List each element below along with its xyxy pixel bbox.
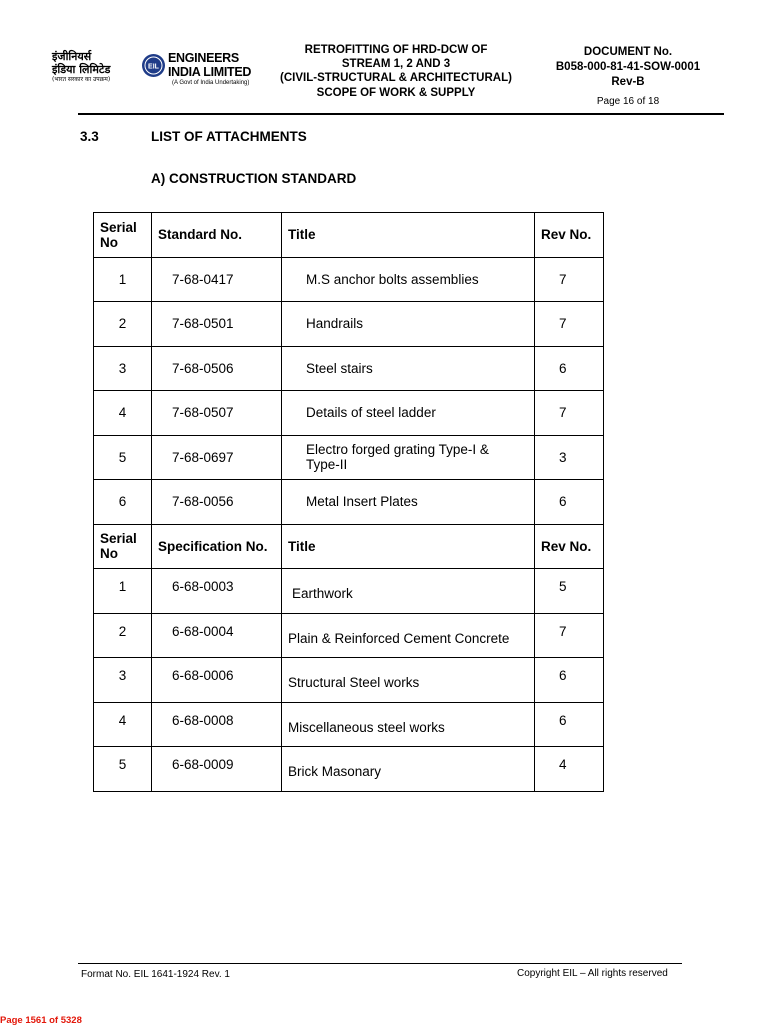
document-number-block — [538, 45, 718, 90]
logo-hindi-line1: इंजीनियर्स — [52, 50, 92, 63]
title-cell: Steel stairs — [282, 346, 535, 391]
overall-page-counter: Page 1561 of 5328 — [0, 1015, 82, 1026]
eil-emblem-icon — [141, 53, 166, 78]
title-cell: Plain & Reinforced Cement Concrete — [282, 613, 535, 658]
table-row — [94, 658, 604, 703]
specification-no-cell: 6-68-0004 — [152, 613, 282, 658]
title-cell: Brick Masonary — [282, 747, 535, 792]
title-cell: Structural Steel works — [282, 658, 535, 703]
title-line-1: RETROFITTING OF HRD-DCW OF — [304, 44, 488, 56]
page-indicator: Page 16 of 18 — [596, 96, 660, 107]
footer-divider — [78, 963, 682, 964]
format-number: Format No. EIL 1641-1924 Rev. 1 — [81, 969, 230, 980]
rev-cell: 5 — [535, 569, 604, 614]
specification-no-cell: 6-68-0006 — [152, 658, 282, 703]
rev-cell: 4 — [535, 747, 604, 792]
rev-cell: 6 — [535, 702, 604, 747]
title-cell: Details of steel ladder — [282, 391, 535, 436]
table-row — [94, 346, 604, 391]
header-rev: Rev No. — [535, 524, 604, 569]
table-row — [94, 391, 604, 436]
standard-no-cell: 7-68-0417 — [152, 257, 282, 302]
serial-cell: 3 — [94, 658, 152, 703]
table-row — [94, 702, 604, 747]
document-label: DOCUMENT No. — [583, 46, 673, 58]
document-number: B058-000-81-41-SOW-0001 — [555, 61, 701, 73]
title-cell: Miscellaneous steel works — [282, 702, 535, 747]
rev-cell: 6 — [535, 346, 604, 391]
rev-cell: 7 — [535, 613, 604, 658]
standard-no-cell: 7-68-0501 — [152, 302, 282, 347]
serial-cell: 1 — [94, 257, 152, 302]
document-title — [262, 43, 530, 100]
title-cell: M.S anchor bolts assemblies — [282, 257, 535, 302]
table-row — [94, 435, 604, 480]
standard-no-cell: 7-68-0056 — [152, 480, 282, 525]
section-title: LIST OF ATTACHMENTS — [151, 129, 307, 144]
title-line-3: (CIVIL-STRUCTURAL & ARCHITECTURAL) — [280, 72, 512, 85]
title-text: Electro forged grating Type-I & Type-II — [306, 442, 489, 473]
serial-cell: 3 — [94, 346, 152, 391]
rev-cell: 6 — [535, 658, 604, 703]
company-logo — [52, 50, 257, 92]
rev-cell: 7 — [535, 302, 604, 347]
header-rev: Rev No. — [535, 213, 604, 258]
standard-no-cell: 7-68-0506 — [152, 346, 282, 391]
serial-cell: 5 — [94, 747, 152, 792]
header-title: Title — [282, 524, 535, 569]
logo-hindi-line3: (भारत सरकार का उपक्रम) — [52, 76, 111, 83]
table-row — [94, 747, 604, 792]
header-serial: Serial No — [94, 213, 152, 258]
document-revision: Rev-B — [611, 76, 645, 88]
copyright-notice: Copyright EIL – All rights reserved — [517, 968, 668, 979]
table-row — [94, 480, 604, 525]
standard-no-cell: 7-68-0697 — [152, 435, 282, 480]
title-line-4: SCOPE OF WORK & SUPPLY — [316, 86, 476, 99]
specifications-header-row — [94, 524, 604, 569]
title-cell: Metal Insert Plates — [282, 480, 535, 525]
rev-cell: 7 — [535, 257, 604, 302]
serial-cell: 2 — [94, 302, 152, 347]
rev-cell: 7 — [535, 391, 604, 436]
standards-header-row — [94, 213, 604, 258]
serial-cell: 1 — [94, 569, 152, 614]
rev-cell: 6 — [535, 480, 604, 525]
header-divider — [78, 113, 724, 115]
logo-name-line1: ENGINEERS — [168, 51, 239, 65]
header-serial: Serial No — [94, 524, 152, 569]
serial-cell: 6 — [94, 480, 152, 525]
header-specification-no: Specification No. — [152, 524, 282, 569]
table-row — [94, 302, 604, 347]
logo-mark-text: EIL — [148, 63, 159, 71]
title-cell: Handrails — [282, 302, 535, 347]
table-row — [94, 257, 604, 302]
standard-no-cell: 7-68-0507 — [152, 391, 282, 436]
specification-no-cell: 6-68-0009 — [152, 747, 282, 792]
title-cell — [282, 435, 535, 480]
title-line-2: STREAM 1, 2 AND 3 — [341, 58, 451, 71]
title-cell: Earthwork — [282, 569, 535, 614]
logo-hindi-line2: इंडिया लिमिटेड — [52, 63, 111, 76]
logo-hindi-text — [52, 50, 140, 84]
subsection-title: A) CONSTRUCTION STANDARD — [151, 171, 357, 186]
header-title: Title — [282, 213, 535, 258]
logo-tagline: (A Govt of India Undertaking) — [172, 80, 250, 86]
logo-name-line2: INDIA LIMITED — [168, 65, 252, 79]
table-row — [94, 569, 604, 614]
table-row — [94, 613, 604, 658]
header-standard-no: Standard No. — [152, 213, 282, 258]
attachments-table — [93, 212, 604, 792]
serial-cell: 4 — [94, 702, 152, 747]
specification-no-cell: 6-68-0008 — [152, 702, 282, 747]
specification-no-cell: 6-68-0003 — [152, 569, 282, 614]
rev-cell: 3 — [535, 435, 604, 480]
serial-cell: 4 — [94, 391, 152, 436]
logo-company-name — [168, 51, 251, 79]
serial-cell: 2 — [94, 613, 152, 658]
serial-cell: 5 — [94, 435, 152, 480]
section-number: 3.3 — [80, 129, 99, 144]
